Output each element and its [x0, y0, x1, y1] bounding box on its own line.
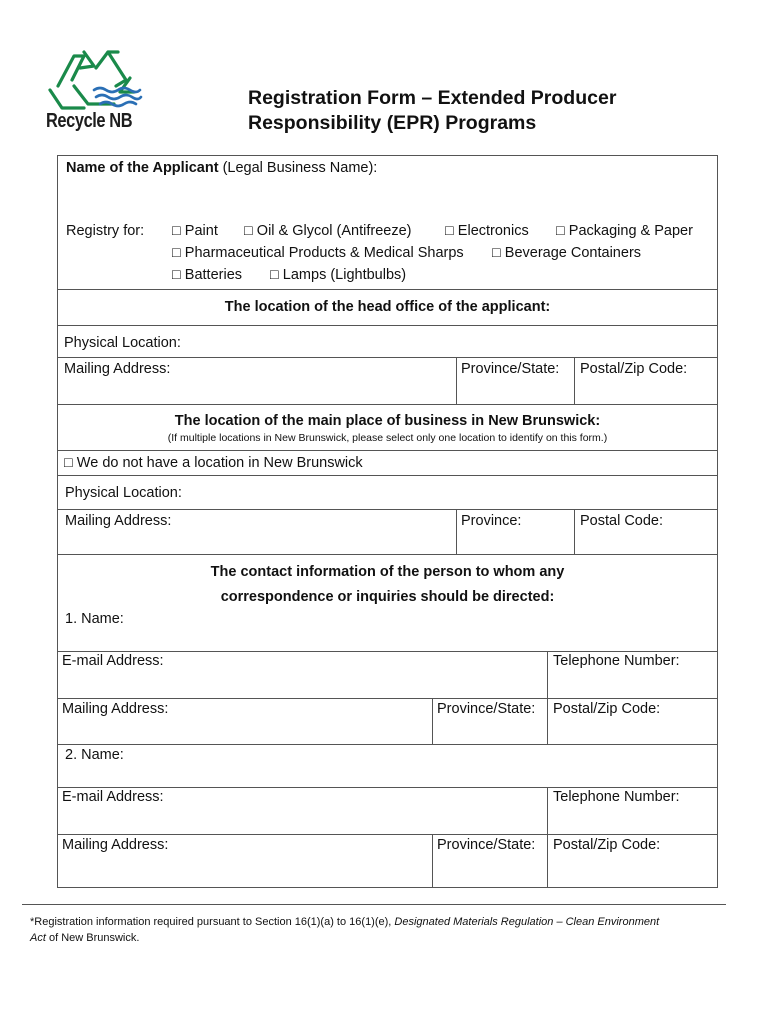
divider [547, 651, 548, 698]
head-office-physical-location[interactable]: Physical Location: [64, 335, 181, 351]
footnote [30, 914, 670, 946]
divider [58, 325, 717, 326]
registry-label: Registry for: [66, 223, 145, 239]
checkbox-icon: □ [172, 267, 181, 283]
title-line-2: Responsibility (EPR) Programs [248, 112, 537, 134]
divider [574, 357, 575, 404]
applicant-name-field[interactable] [66, 160, 377, 176]
contact-1-telephone[interactable]: Telephone Number: [553, 653, 680, 669]
recycle-nb-logo [44, 46, 144, 138]
registration-form-table [57, 155, 718, 888]
footnote-text-end: of New Brunswick. [45, 932, 140, 944]
head-office-heading: The location of the head office of the applicant: [224, 299, 551, 315]
nb-province[interactable]: Province: [461, 513, 522, 529]
footnote-text: *Registration information required pursuant to Section 16(1)(a) to 16(1)(e), [30, 916, 395, 928]
divider [58, 509, 717, 510]
checkbox-icon: □ [556, 223, 565, 239]
applicant-name-label: Name of the Applicant [66, 160, 219, 176]
registry-option-label: Paint [184, 223, 218, 239]
divider [456, 509, 457, 554]
head-office-province-state[interactable]: Province/State: [461, 361, 560, 377]
registry-option-label: Lamps (Lightbulbs) [282, 267, 407, 283]
registry-option-oil-glycol[interactable] [244, 223, 412, 239]
no-nb-location-label: We do not have a location in New Brunswick [76, 455, 363, 471]
divider [58, 475, 717, 476]
contact-2-postal-zip[interactable]: Postal/Zip Code: [553, 837, 661, 853]
divider [432, 834, 433, 888]
contact-1-email[interactable]: E-mail Address: [62, 653, 164, 669]
registry-option-label: Pharmaceutical Products & Medical Sharps [184, 245, 464, 261]
divider [58, 357, 717, 358]
no-nb-location-checkbox[interactable] [64, 455, 363, 471]
footnote-divider [22, 904, 726, 905]
nb-business-heading: The location of the main place of business in New Brunswick: [174, 413, 601, 429]
registry-option-label: Beverage Containers [504, 245, 642, 261]
registry-option-label: Oil & Glycol (Antifreeze) [256, 223, 412, 239]
divider [574, 509, 575, 554]
divider [58, 698, 717, 699]
head-office-postal-zip[interactable]: Postal/Zip Code: [580, 361, 688, 377]
divider [432, 698, 433, 744]
divider [58, 787, 717, 788]
contact-1-postal-zip[interactable]: Postal/Zip Code: [553, 701, 661, 717]
page-title [248, 86, 718, 136]
nb-mailing-address[interactable]: Mailing Address: [65, 513, 172, 529]
registry-option-batteries[interactable] [172, 267, 242, 283]
contact-2-province-state[interactable]: Province/State: [437, 837, 536, 853]
divider [58, 404, 717, 405]
contact-1-name[interactable]: 1. Name: [65, 611, 124, 627]
contact-2-name[interactable]: 2. Name: [65, 747, 124, 763]
divider [58, 834, 717, 835]
registry-option-pharmaceutical[interactable] [172, 245, 464, 261]
checkbox-icon: □ [172, 223, 181, 239]
contact-heading-line-1: The contact information of the person to whom any [210, 564, 565, 580]
footnote-regulation: Designated Materials Regulation – Clean Environment Act [30, 916, 660, 944]
divider [547, 698, 548, 744]
checkbox-icon: □ [172, 245, 181, 261]
title-line-1: Registration Form – Extended Producer [248, 87, 617, 109]
divider [547, 787, 548, 834]
contact-2-telephone[interactable]: Telephone Number: [553, 789, 680, 805]
divider [58, 554, 717, 555]
checkbox-icon: □ [492, 245, 501, 261]
registry-option-beverage-containers[interactable] [492, 245, 641, 261]
divider [58, 289, 717, 290]
nb-physical-location[interactable]: Physical Location: [65, 485, 182, 501]
checkbox-icon: □ [270, 267, 279, 283]
logo-text: Recycle NB [46, 110, 133, 132]
registry-option-label: Batteries [184, 267, 243, 283]
divider [58, 744, 717, 745]
divider [547, 834, 548, 888]
divider [456, 357, 457, 404]
nb-postal-code[interactable]: Postal Code: [580, 513, 664, 529]
registry-option-label: Electronics [457, 223, 529, 239]
recycle-arrows-icon [44, 46, 144, 112]
contact-heading-line-2: correspondence or inquiries should be directed: [220, 589, 555, 605]
divider [58, 651, 717, 652]
registry-option-paint[interactable] [172, 223, 218, 239]
registry-option-packaging-paper[interactable] [556, 223, 693, 239]
checkbox-icon: □ [445, 223, 454, 239]
registry-option-lamps[interactable] [270, 267, 406, 283]
nb-business-subheading: (If multiple locations in New Brunswick, please select only one location to identify on this form.) [167, 432, 608, 444]
divider [58, 450, 717, 451]
applicant-name-hint: (Legal Business Name): [222, 160, 378, 176]
head-office-mailing-address[interactable]: Mailing Address: [64, 361, 171, 377]
checkbox-icon: □ [64, 455, 73, 471]
contact-2-email[interactable]: E-mail Address: [62, 789, 164, 805]
registry-option-label: Packaging & Paper [568, 223, 693, 239]
contact-2-mailing[interactable]: Mailing Address: [62, 837, 169, 853]
registry-option-electronics[interactable] [445, 223, 529, 239]
contact-1-mailing[interactable]: Mailing Address: [62, 701, 169, 717]
contact-1-province-state[interactable]: Province/State: [437, 701, 536, 717]
checkbox-icon: □ [244, 223, 253, 239]
